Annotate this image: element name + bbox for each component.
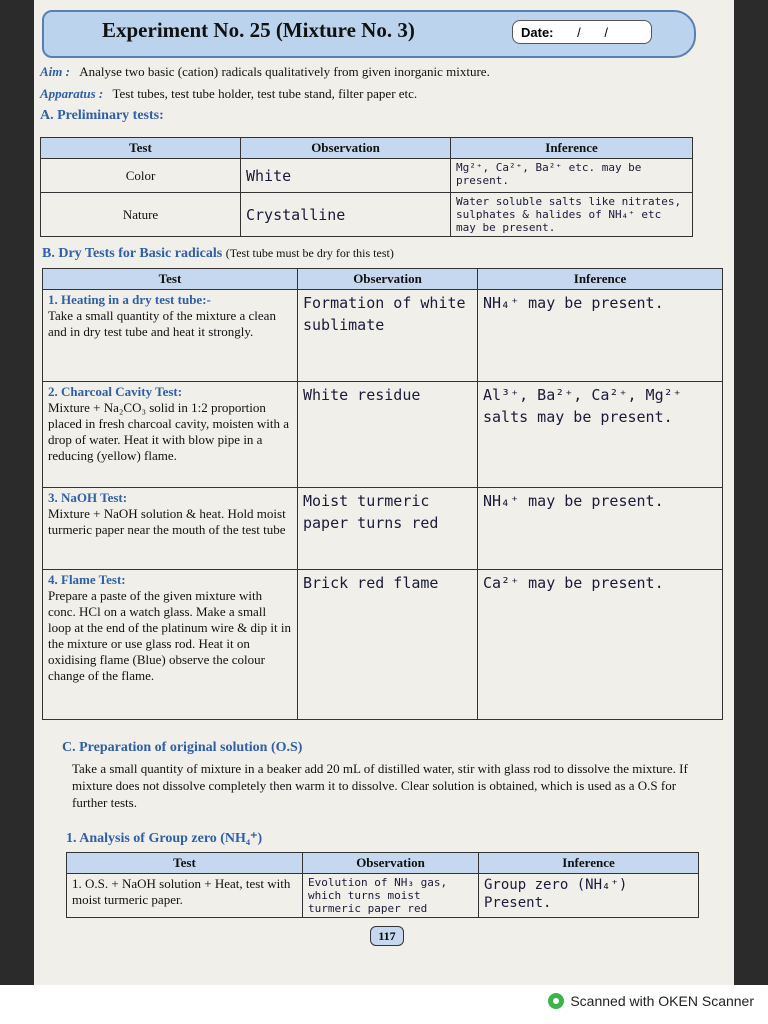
date-label: Date: [521, 25, 554, 40]
column-header: Observation [241, 138, 451, 159]
inference-cell: NH₄⁺ may be present. [478, 290, 723, 382]
scanner-footer [0, 985, 768, 1024]
table-row [43, 290, 723, 382]
section-a-title: A. Preliminary tests: [40, 108, 164, 123]
test-cell [43, 290, 298, 382]
test-title: 3. NaOH Test: [48, 490, 128, 505]
aim-line [40, 64, 490, 80]
aim-text: Analyse two basic (cation) radicals qualitatively from given inorganic mixture. [79, 64, 490, 79]
column-header: Inference [479, 853, 699, 874]
apparatus-label: Apparatus : [40, 86, 104, 101]
column-header: Observation [303, 853, 479, 874]
table-header-row [41, 138, 693, 159]
group-zero-title: 1. Analysis of Group zero (NH₄⁺) [66, 831, 263, 846]
table-row [67, 874, 699, 918]
inference-cell: Group zero (NH₄⁺) Present. [479, 874, 699, 918]
test-description: Prepare a paste of the given mixture with conc. HCl on a watch glass. Make a small loop at the end of the platinum wire & dip it in the mixture or use glass rod. Heat it on oxidising flame (Blue) observe the colour change of the flame. [48, 588, 291, 683]
column-header: Observation [298, 269, 478, 290]
experiment-title: Experiment No. 25 (Mixture No. 3) [102, 18, 415, 42]
test-cell [43, 382, 298, 488]
inference-cell: Water soluble salts like nitrates, sulphates & halides of NH₄⁺ etc may be present. [451, 193, 693, 237]
test-description: Take a small quantity of the mixture a clean and in dry test tube and heat it strongly. [48, 308, 276, 339]
observation-cell: Moist turmeric paper turns red [298, 488, 478, 570]
column-header: Test [67, 853, 303, 874]
test-title: 1. Heating in a dry test tube:- [48, 292, 211, 307]
test-description: Mixture + Na₂CO₃ solid in 1:2 proportion placed in fresh charcoal cavity, moisten with a drop of water. Heat it with blow pipe in a reducing (yellow) flame. [48, 400, 290, 463]
section-b-note: (Test tube must be dry for this test) [225, 246, 394, 260]
section-c-title: C. Preparation of original solution (O.S) [62, 740, 303, 755]
experiment-banner [42, 10, 696, 58]
test-cell [43, 488, 298, 570]
inference-cell: Ca²⁺ may be present. [478, 570, 723, 720]
column-header: Test [41, 138, 241, 159]
table-row [43, 382, 723, 488]
test-cell [43, 570, 298, 720]
page-number: 117 [370, 926, 404, 946]
table-row [43, 488, 723, 570]
table-row [41, 193, 693, 237]
test-title: 2. Charcoal Cavity Test: [48, 384, 183, 399]
date-box [512, 20, 652, 44]
preliminary-tests-table [40, 137, 693, 237]
observation-cell: Crystalline [241, 193, 451, 237]
dry-tests-table [42, 268, 723, 720]
observation-cell: White [241, 159, 451, 193]
inference-cell: Al³⁺, Ba²⁺, Ca²⁺, Mg²⁺ salts may be present. [478, 382, 723, 488]
observation-cell: Formation of white sublimate [298, 290, 478, 382]
table-header-row [43, 269, 723, 290]
apparatus-text: Test tubes, test tube holder, test tube stand, filter paper etc. [112, 86, 418, 101]
section-b-heading [42, 246, 394, 262]
table-header-row [67, 853, 699, 874]
table-row [41, 159, 693, 193]
observation-cell: Brick red flame [298, 570, 478, 720]
column-header: Inference [451, 138, 693, 159]
column-header: Test [43, 269, 298, 290]
section-b-title: B. Dry Tests for Basic radicals [42, 246, 223, 261]
inference-cell: NH₄⁺ may be present. [478, 488, 723, 570]
observation-cell: White residue [298, 382, 478, 488]
test-title: 4. Flame Test: [48, 572, 126, 587]
scanner-logo-icon [548, 993, 564, 1009]
section-c-text: Take a small quantity of mixture in a beaker add 20 mL of distilled water, stir with glass rod to dissolve the mixture. If mixture does not dissolve completely then warm it to dissolve. Clear solution is obtained, which is used as a O.S for further tests. [72, 761, 688, 810]
scanner-text: Scanned with OKEN Scanner [570, 993, 754, 1009]
date-value: / / [577, 25, 618, 40]
test-cell: Nature [41, 193, 241, 237]
test-cell: 1. O.S. + NaOH solution + Heat, test with moist turmeric paper. [67, 874, 303, 918]
inference-cell: Mg²⁺, Ca²⁺, Ba²⁺ etc. may be present. [451, 159, 693, 193]
aim-label: Aim : [40, 64, 70, 79]
column-header: Inference [478, 269, 723, 290]
document-page [34, 0, 734, 985]
observation-cell: Evolution of NH₃ gas, which turns moist turmeric paper red [303, 874, 479, 918]
test-cell: Color [41, 159, 241, 193]
group-zero-table [66, 852, 699, 918]
table-row [43, 570, 723, 720]
test-description: Mixture + NaOH solution & heat. Hold moist turmeric paper near the mouth of the test tube [48, 506, 286, 537]
scanner-watermark [548, 993, 754, 1009]
apparatus-line [40, 86, 417, 102]
